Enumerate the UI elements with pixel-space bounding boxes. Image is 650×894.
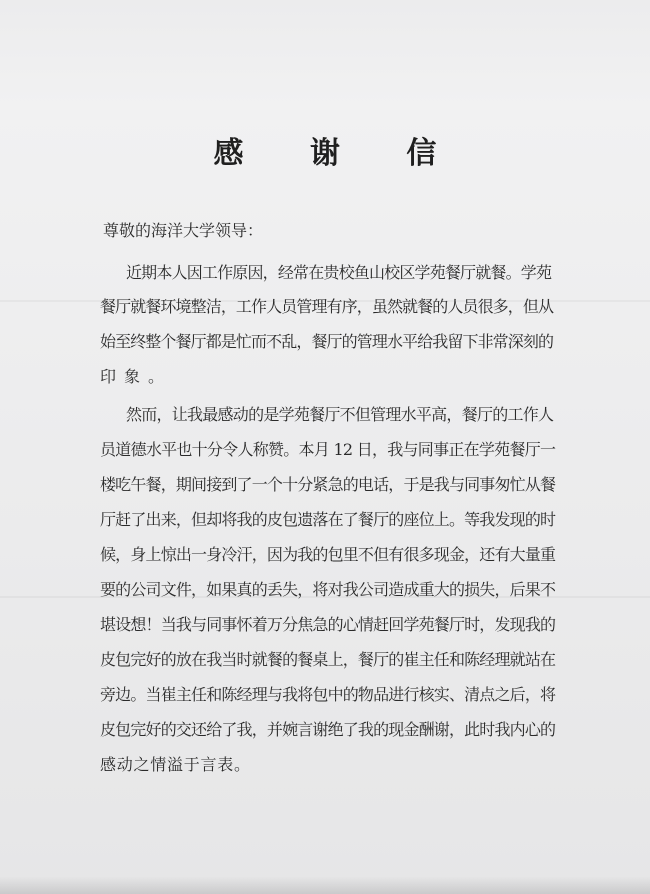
body-line: 皮包完好的放在我当时就餐的餐桌上，餐厅的崔主任和陈经理就站在 bbox=[100, 650, 556, 669]
body-line: 始至终整个餐厅都是忙而不乱，餐厅的管理水平给我留下非常深刻的 bbox=[100, 332, 554, 351]
body-line: 近期本人因工作原因，经常在贵校鱼山校区学苑餐厅就餐。学苑 bbox=[126, 263, 552, 282]
body-line: 要的公司文件，如果真的丢失，将对我公司造成重大的损失，后果不 bbox=[100, 580, 556, 599]
body-line: 感动之情溢于言表。 bbox=[100, 755, 251, 774]
body-line: 餐厅就餐环境整洁，工作人员管理有序，虽然就餐的人员很多，但从 bbox=[100, 297, 554, 316]
body-line: 旁边。当崔主任和陈经理与我将包中的物品进行核实、清点之后，将 bbox=[100, 685, 556, 704]
letter-salutation: 尊敬的海洋大学领导： bbox=[103, 221, 264, 240]
body-line: 候，身上惊出一身冷汗，因为我的包里不但有很多现金，还有大量重 bbox=[100, 545, 556, 564]
body-line: 皮包完好的交还给了我，并婉言谢绝了我的现金酬谢，此时我内心的 bbox=[100, 720, 556, 739]
letter-title: 感 谢 信 bbox=[213, 136, 465, 171]
bottom-shadow bbox=[0, 876, 650, 894]
body-line: 楼吃午餐，期间接到了一个十分紧急的电话，于是我与同事匆忙从餐 bbox=[100, 475, 556, 494]
body-line: 厅赶了出来，但却将我的皮包遗落在了餐厅的座位上。等我发现的时 bbox=[100, 510, 556, 529]
body-line: 堪设想！当我与同事怀着万分焦急的心情赶回学苑餐厅时，发现我的 bbox=[100, 615, 556, 634]
body-line: 印象。 bbox=[100, 367, 172, 386]
body-line: 员道德水平也十分令人称赞。本月 12 日，我与同事正在学苑餐厅一 bbox=[100, 440, 556, 459]
body-line: 然而，让我最感动的是学苑餐厅不但管理水平高，餐厅的工作人 bbox=[126, 405, 554, 424]
